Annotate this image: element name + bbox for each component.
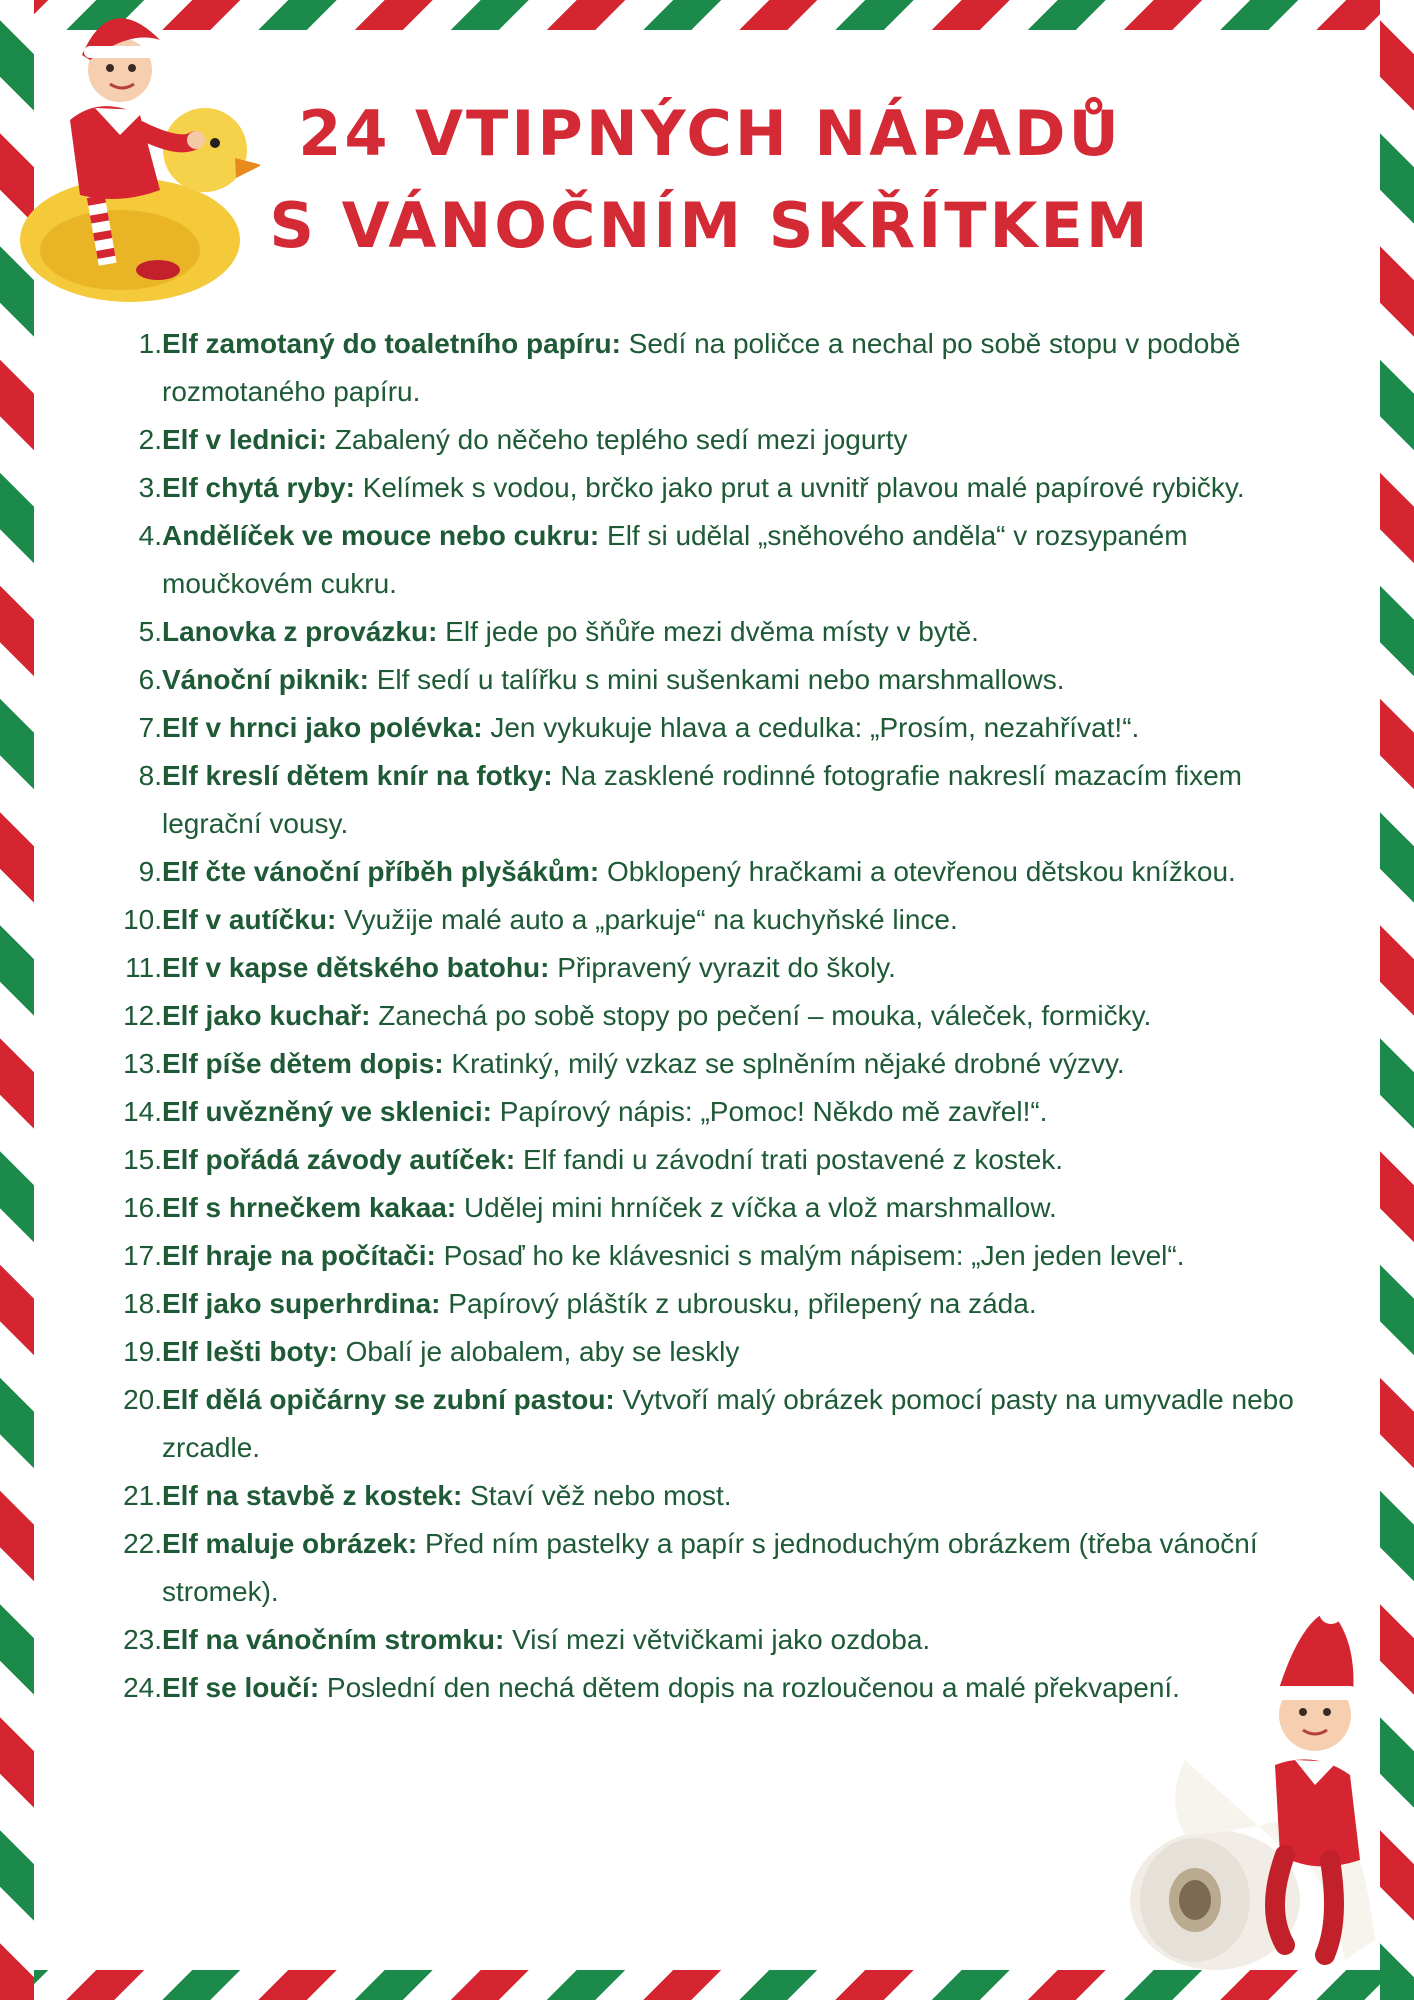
list-item-body — [162, 656, 1310, 704]
list-item-lead: Elf s hrnečkem kakaa: — [162, 1192, 457, 1223]
list-item-body — [162, 1232, 1310, 1280]
list-item-lead: Elf v hrnci jako polévka: — [162, 712, 483, 743]
list-item — [100, 1184, 1310, 1232]
list-item-text: Sedí na poličce a nechal po sobě stopu v podobě rozmotaného papíru. — [162, 328, 1241, 407]
list-item — [100, 992, 1310, 1040]
list-item-lead: Elf zamotaný do toaletního papíru: — [162, 328, 621, 359]
list-item-lead: Andělíček ve mouce nebo cukru: — [162, 520, 600, 551]
list-item-text: Obklopený hračkami a otevřenou dětskou knížkou. — [599, 856, 1236, 887]
list-item — [100, 464, 1310, 512]
list-item-lead: Elf v lednici: — [162, 424, 327, 455]
list-item-number: 5. — [138, 616, 162, 647]
title-line-1: 24 VTIPNÝCH NÁPADŮ — [298, 97, 1122, 170]
list-item-body — [162, 848, 1310, 896]
list-item-number: 4. — [138, 520, 162, 551]
list-item — [100, 1088, 1310, 1136]
list-item-body — [162, 416, 1310, 464]
list-item — [100, 1472, 1310, 1520]
list-item-lead: Elf čte vánoční příběh plyšákům: — [162, 856, 600, 887]
list-item-text: Elf fandi u závodní trati postavené z kostek. — [515, 1144, 1064, 1175]
list-item — [100, 1328, 1310, 1376]
list-item-text: Zabalený do něčeho teplého sedí mezi jogurty — [326, 424, 908, 455]
list-item-body — [162, 1280, 1310, 1328]
list-item-number: 1. — [138, 328, 162, 359]
page-title — [200, 88, 1220, 272]
list-item-body — [162, 1088, 1310, 1136]
list-item-text: Elf si udělal „sněhového anděla“ v rozsypaném moučkovém cukru. — [162, 520, 1188, 599]
list-item-number: 17. — [123, 1240, 162, 1271]
list-item-text: Elf jede po šňůře mezi dvěma místy v bytě. — [437, 616, 979, 647]
list-item-body — [162, 1472, 1310, 1520]
list-item — [100, 1232, 1310, 1280]
list-item-text: Zanechá po sobě stopy po pečení – mouka, váleček, formičky. — [370, 1000, 1152, 1031]
list-item-body — [162, 992, 1310, 1040]
list-item-body — [162, 1040, 1310, 1088]
list-item — [100, 1136, 1310, 1184]
list-item — [100, 512, 1310, 608]
list-item — [100, 416, 1310, 464]
list-item-body — [162, 704, 1310, 752]
list-item-number: 8. — [138, 760, 162, 791]
list-item-number: 9. — [138, 856, 162, 887]
list-item — [100, 752, 1310, 848]
list-item-text: Papírový pláštík z ubrousku, přilepený na záda. — [440, 1288, 1037, 1319]
list-item-lead: Elf uvězněný ve sklenici: — [162, 1096, 492, 1127]
list-item-text: Papírový nápis: „Pomoc! Někdo mě zavřel!“. — [491, 1096, 1048, 1127]
list-item-body — [162, 752, 1310, 848]
list-item-number: 22. — [123, 1528, 162, 1559]
list-item-text: Připravený vyrazit do školy. — [549, 952, 896, 983]
list-item-text: Visí mezi větvičkami jako ozdoba. — [504, 1624, 931, 1655]
list-item — [100, 848, 1310, 896]
list-item-lead: Elf na vánočním stromku: — [162, 1624, 505, 1655]
list-item-lead: Elf maluje obrázek: — [162, 1528, 418, 1559]
list-item-text: Elf sedí u talířku s mini sušenkami nebo marshmallows. — [368, 664, 1065, 695]
list-item-text: Využije malé auto a „parkuje“ na kuchyňské lince. — [336, 904, 958, 935]
list-item-text: Kratinký, milý vzkaz se splněním nějaké drobné výzvy. — [443, 1048, 1125, 1079]
list-item-lead: Elf hraje na počítači: — [162, 1240, 436, 1271]
list-item-lead: Elf v kapse dětského batohu: — [162, 952, 550, 983]
list-item-text: Před ním pastelky a papír s jednoduchým obrázkem (třeba vánoční stromek). — [162, 1528, 1258, 1607]
list-item-lead: Elf v autíčku: — [162, 904, 337, 935]
list-item-text: Jen vykukuje hlava a cedulka: „Prosím, nezahřívat!“. — [482, 712, 1140, 743]
list-item-lead: Vánoční piknik: — [162, 664, 369, 695]
list-item-body — [162, 320, 1310, 416]
list-item-number: 21. — [123, 1480, 162, 1511]
list-item-number: 23. — [123, 1624, 162, 1655]
list-item — [100, 944, 1310, 992]
list-item-number: 2. — [138, 424, 162, 455]
list-item-lead: Elf jako superhrdina: — [162, 1288, 441, 1319]
list-item-number: 18. — [123, 1288, 162, 1319]
list-item — [100, 320, 1310, 416]
list-item-lead: Elf kreslí dětem knír na fotky: — [162, 760, 553, 791]
list-item-lead: Lanovka z provázku: — [162, 616, 438, 647]
list-item-lead: Elf jako kuchař: — [162, 1000, 371, 1031]
list-item-lead: Elf dělá opičárny se zubní pastou: — [162, 1384, 615, 1415]
list-item-body — [162, 464, 1310, 512]
list-item-body — [162, 1376, 1310, 1472]
list-item-number: 20. — [123, 1384, 162, 1415]
list-item-body — [162, 512, 1310, 608]
list-item-number: 24. — [123, 1672, 162, 1703]
list-item-number: 6. — [138, 664, 162, 695]
list-item-text: Staví věž nebo most. — [462, 1480, 732, 1511]
list-item — [100, 1280, 1310, 1328]
list-item-number: 13. — [123, 1048, 162, 1079]
list-item-body — [162, 944, 1310, 992]
list-item-text: Obalí je alobalem, aby se leskly — [337, 1336, 740, 1367]
list-item-number: 10. — [123, 904, 162, 935]
list-item-number: 14. — [123, 1096, 162, 1127]
list-item-body — [162, 1328, 1310, 1376]
list-item-text: Poslední den nechá dětem dopis na rozloučenou a malé překvapení. — [319, 1672, 1180, 1703]
list-item-number: 15. — [123, 1144, 162, 1175]
list-item-lead: Elf pořádá závody autíček: — [162, 1144, 516, 1175]
list-item-lead: Elf lešti boty: — [162, 1336, 338, 1367]
list-item-number: 19. — [123, 1336, 162, 1367]
list-item-number: 16. — [123, 1192, 162, 1223]
title-line-2: S VÁNOČNÍM SKŘÍTKEM — [269, 189, 1151, 262]
list-item-body — [162, 608, 1310, 656]
list-item-lead: Elf chytá ryby: — [162, 472, 355, 503]
list-item-body — [162, 896, 1310, 944]
list-item — [100, 1040, 1310, 1088]
list-item-number: 11. — [125, 952, 162, 983]
list-item-number: 12. — [123, 1000, 162, 1031]
list-item — [100, 896, 1310, 944]
list-item — [100, 656, 1310, 704]
list-item — [100, 704, 1310, 752]
list-item-lead: Elf na stavbě z kostek: — [162, 1480, 463, 1511]
list-item-text: Posaď ho ke klávesnici s malým nápisem: „Jen jeden level“. — [435, 1240, 1185, 1271]
list-item-text: Kelímek s vodou, brčko jako prut a uvnitř plavou malé papírové rybičky. — [354, 472, 1245, 503]
list-item-text: Na zasklené rodinné fotografie nakreslí mazacím fixem legrační vousy. — [162, 760, 1242, 839]
list-item-number: 7. — [138, 712, 162, 743]
list-item — [100, 1376, 1310, 1472]
list-item — [100, 608, 1310, 656]
border-stripe-right — [1380, 0, 1414, 2000]
list-item-lead: Elf se loučí: — [162, 1672, 320, 1703]
list-item-body — [162, 1184, 1310, 1232]
list-item-text: Vytvoří malý obrázek pomocí pasty na umyvadle nebo zrcadle. — [162, 1384, 1294, 1463]
ideas-list — [100, 320, 1310, 1712]
list-item-number: 3. — [138, 472, 162, 503]
list-item-text: Udělej mini hrníček z víčka a vlož marshmallow. — [456, 1192, 1057, 1223]
elf-with-toilet-paper-illustration — [1125, 1600, 1385, 1975]
list-item-lead: Elf píše dětem dopis: — [162, 1048, 444, 1079]
list-item-body — [162, 1136, 1310, 1184]
